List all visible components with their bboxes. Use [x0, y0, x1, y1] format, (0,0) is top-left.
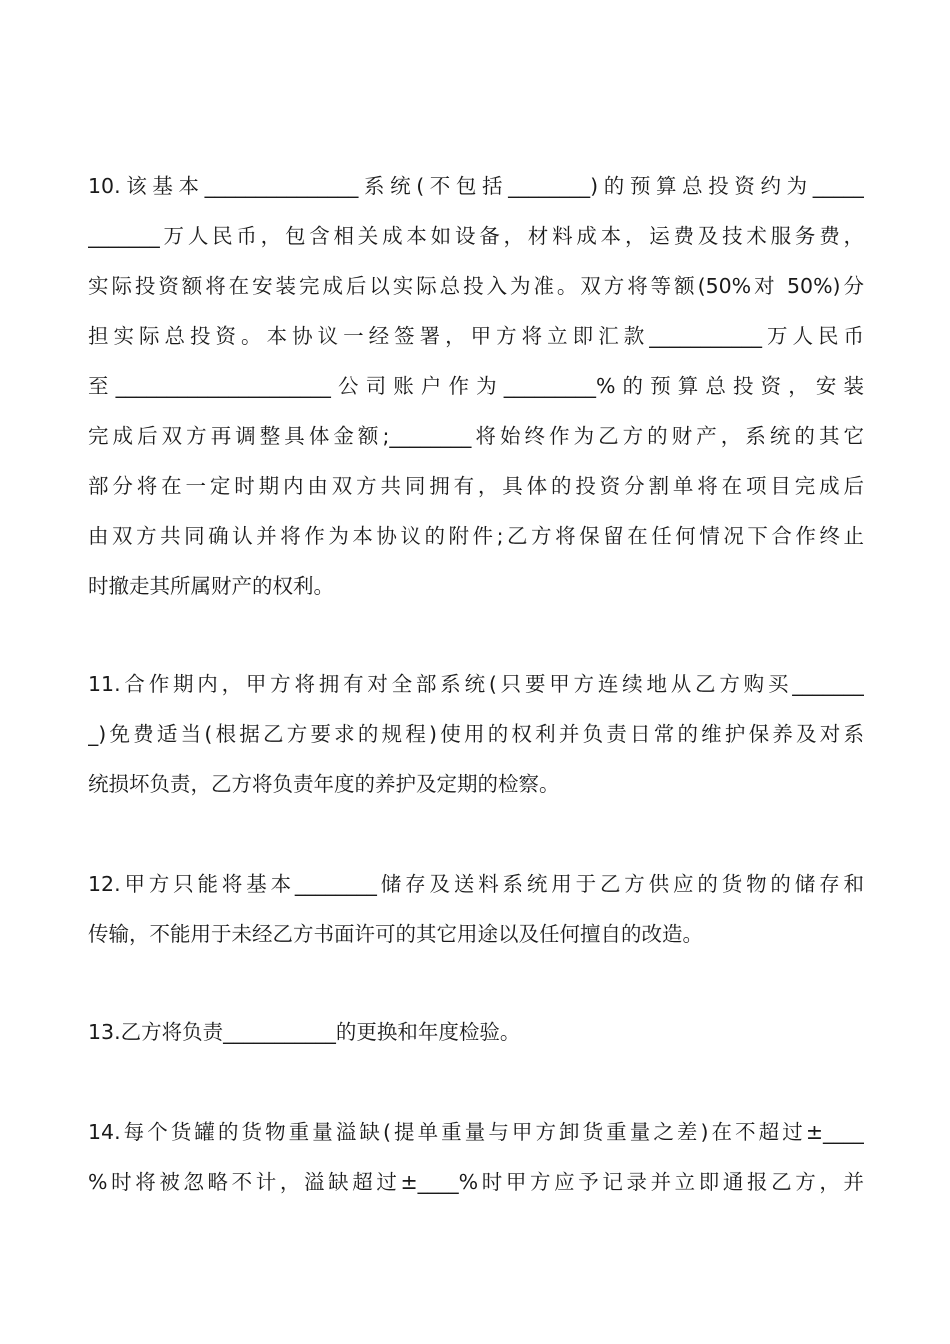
text-line: 14.每个货罐的货物重量溢缺(提单重量与甲方卸货重量之差)在不超过±____: [88, 1120, 864, 1144]
text-line: 完成后双方再调整具体金额;________将始终作为乙方的财产，系统的其它: [88, 424, 864, 448]
text-line: 担实际总投资。本协议一经签署，甲方将立即汇款___________万人民币: [88, 324, 864, 348]
text-line: 传输，不能用于未经乙方书面许可的其它用途以及任何擅自的改造。: [88, 922, 703, 946]
text-line: 由双方共同确认并将作为本协议的附件;乙方将保留在任何情况下合作终止: [88, 524, 864, 548]
text-line: 实际投资额将在安装完成后以实际总投入为准。双方将等额(50%对 50%)分: [88, 274, 864, 298]
text-line: %时将被忽略不计，溢缺超过±____%时甲方应予记录并立即通报乙方，并: [88, 1170, 864, 1194]
text-line: 至_____________________公司账户作为_________%的预算总投资，安装: [88, 374, 864, 398]
text-line: _)免费适当(根据乙方要求的规程)使用的权利并负责日常的维护保养及对系: [88, 722, 864, 746]
text-line: 12.甲方只能将基本________储存及送料系统用于乙方供应的货物的储存和: [88, 872, 864, 896]
text-line: 统损坏负责，乙方将负责年度的养护及定期的检察。: [88, 772, 560, 796]
text-line: 11.合作期内，甲方将拥有对全部系统(只要甲方连续地从乙方购买_______: [88, 672, 864, 696]
text-line: _______万人民币，包含相关成本如设备，材料成本，运费及技术服务费，: [88, 224, 864, 248]
text-line: 13.乙方将负责___________的更换和年度检验。: [88, 1020, 521, 1044]
text-line: 10.该基本_______________系统(不包括________)的预算总投资约为_____: [88, 174, 864, 198]
text-line: 部分将在一定时期内由双方共同拥有，具体的投资分割单将在项目完成后: [88, 474, 864, 498]
text-line: 时撤走其所属财产的权利。: [88, 574, 334, 598]
